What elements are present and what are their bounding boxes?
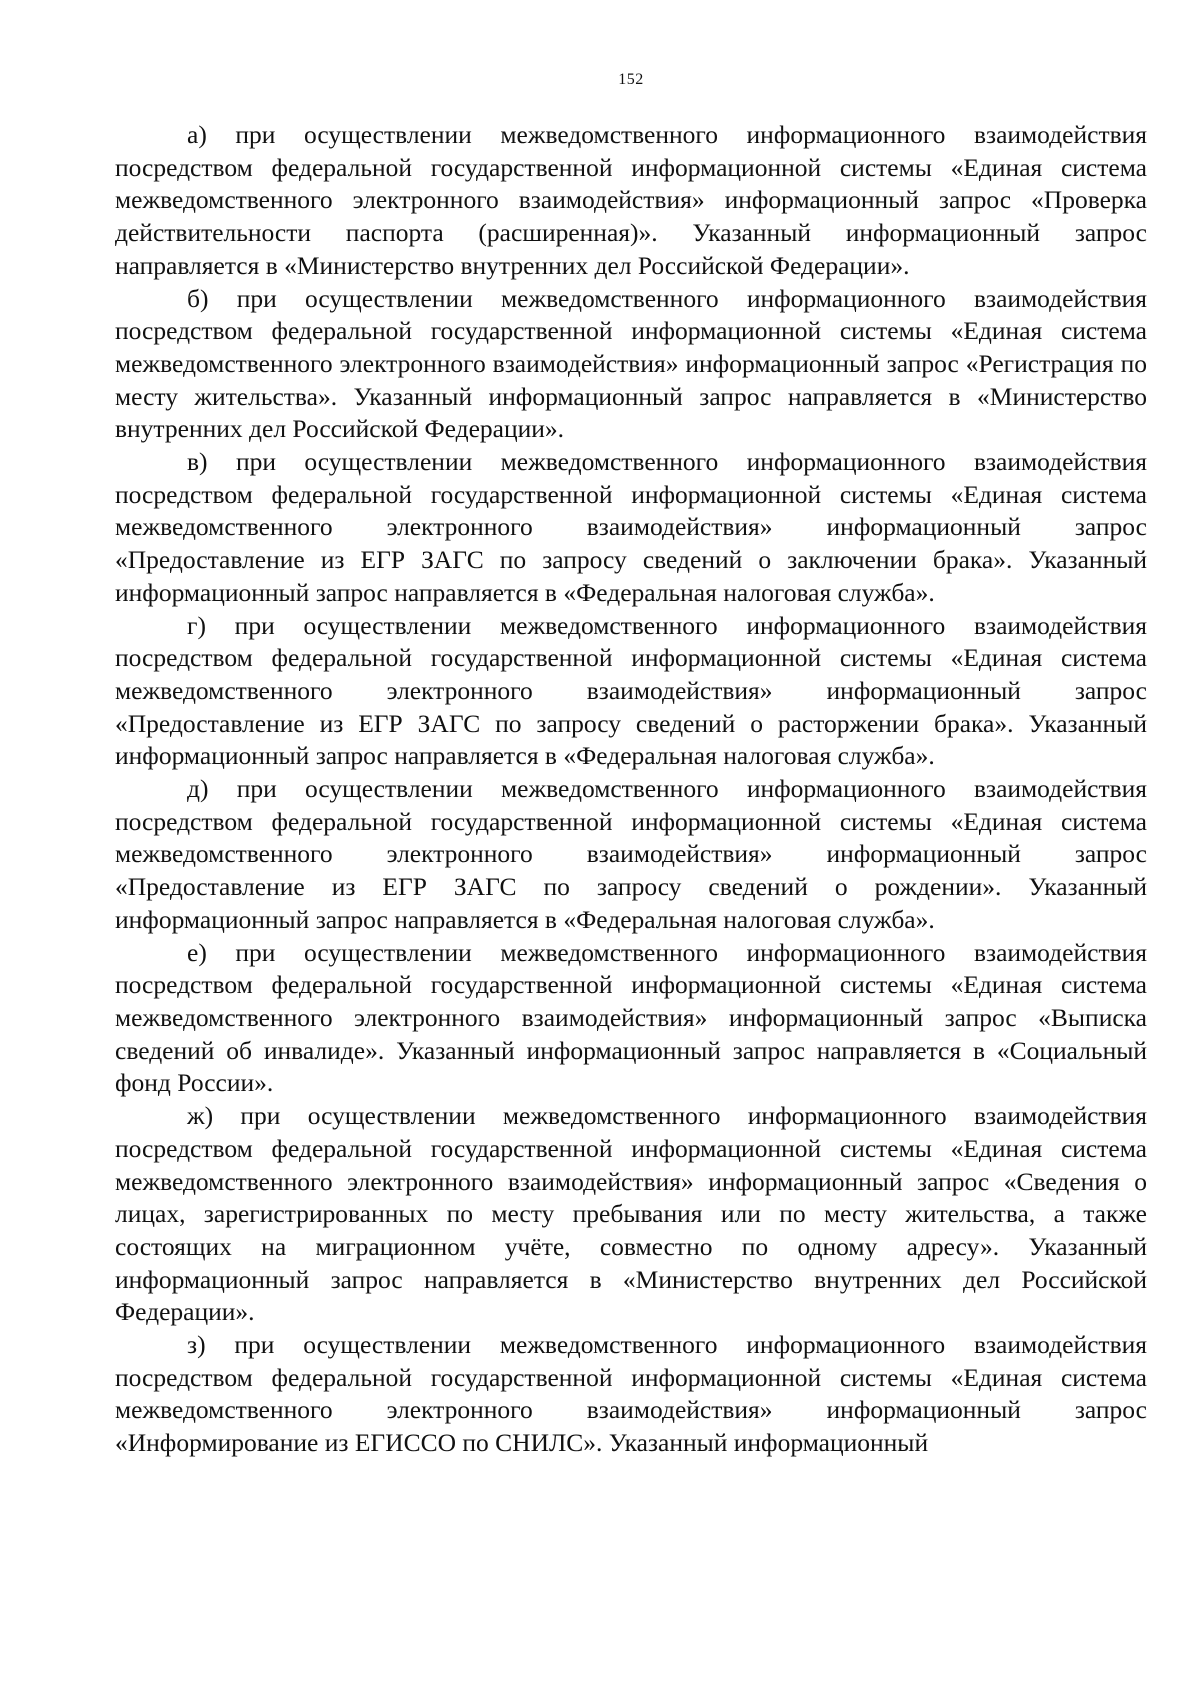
page-number: 152 — [618, 71, 644, 88]
paragraph-e: е) при осуществлении межведомственного информационного взаимодействия посредством федеральной государственной информационной системы «Единая система межведомственного электронного взаимодействия» информационный запрос «Выписка сведений об инвалиде». Указанный информационный запрос направляется в «Социальный фонд России». — [115, 937, 1147, 1098]
paragraph-b: б) при осуществлении межведомственного информационного взаимодействия посредством федеральной государственной информационной системы «Единая система межведомственного электронного взаимодействия» информационный запрос «Регистрация по месту жительства». Указанный информационный запрос направляется в «Министерство внутренних дел Российской Федерации». — [115, 283, 1147, 444]
paragraph-g: г) при осуществлении межведомственного информационного взаимодействия посредством федеральной государственной информационной системы «Единая система межведомственного электронного взаимодействия» информационный запрос «Предоставление из ЕГР ЗАГС по запросу сведений о расторжении брака». Указанный информационный запрос направляется в «Федеральная налоговая служба». — [115, 610, 1147, 771]
paragraph-a: а) при осуществлении межведомственного информационного взаимодействия посредством федеральной государственной информационной системы «Единая система межведомственного электронного взаимодействия» информационный запрос «Проверка действительности паспорта (расширенная)». Указанный информационный запрос направляется в «Министерство внутренних дел Российской Федерации». — [115, 120, 1147, 280]
paragraph-zh: ж) при осуществлении межведомственного информационного взаимодействия посредством федеральной государственной информационной системы «Единая система межведомственного электронного взаимодействия» информационный запрос «Сведения о лицах, зарегистрированных по месту пребывания или по месту жительства, а также состоящих на миграционном учёте, совместно по одному адресу». Указанный информационный запрос направляется в «Министерство внутренних дел Российской Федерации». — [115, 1101, 1147, 1327]
paragraph-d: д) при осуществлении межведомственного информационного взаимодействия посредством федеральной государственной информационной системы «Единая система межведомственного электронного взаимодействия» информационный запрос «Предоставление из ЕГР ЗАГС по запросу сведений о рождении». Указанный информационный запрос направляется в «Федеральная налоговая служба». — [115, 774, 1147, 934]
paragraph-v: в) при осуществлении межведомственного информационного взаимодействия посредством федеральной государственной информационной системы «Единая система межведомственного электронного взаимодействия» информационный запрос «Предоставление из ЕГР ЗАГС по запросу сведений о заключении брака». Указанный информационный запрос направляется в «Федеральная налоговая служба». — [115, 447, 1147, 607]
paragraph-z: з) при осуществлении межведомственного информационного взаимодействия посредством федеральной государственной информационной системы «Единая система межведомственного электронного взаимодействия» информационный запрос «Информирование из ЕГИССО по СНИЛС». Указанный информационный — [115, 1330, 1147, 1458]
document-body — [115, 119, 1147, 1460]
